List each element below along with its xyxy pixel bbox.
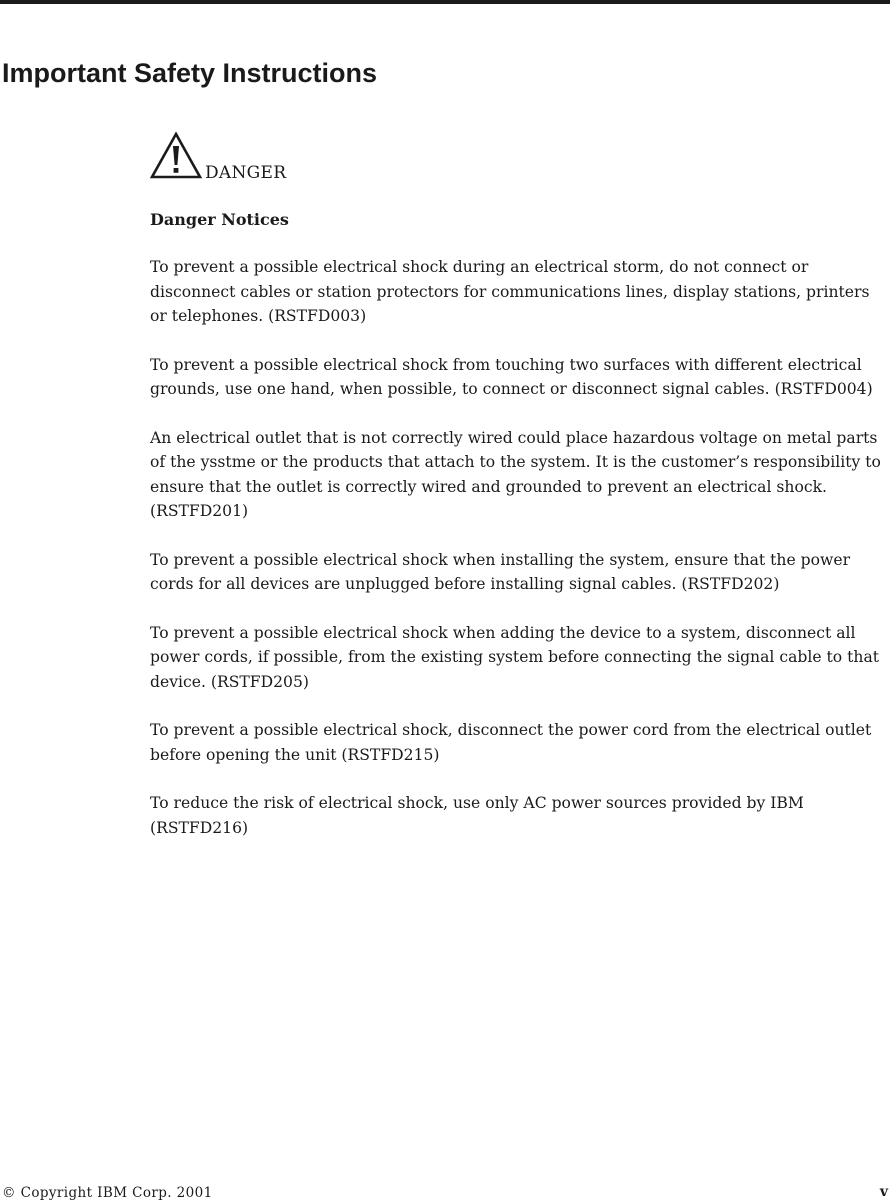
danger-notice: An electrical outlet that is not correctly wired could place hazardous voltage on metal parts of the ysstme or the products that attach to the system. It is the customer’s responsibility to ensure that the outlet is correctly wired and grounded to prevent an electrical shock. (RSTFD201): [150, 428, 881, 520]
page-title: Important Safety Instructions: [2, 58, 378, 88]
notices-heading: Danger Notices: [150, 210, 289, 229]
danger-notice: To prevent a possible electrical shock when adding the device to a system, disconnect all power cords, if possible, from the existing system before connecting the signal cable to that device. (RSTFD205): [150, 623, 880, 691]
danger-notice: To reduce the risk of electrical shock, use only AC power sources provided by IBM (RSTFD216): [150, 794, 804, 837]
danger-heading: [150, 130, 888, 183]
safety-content: [150, 130, 888, 840]
danger-notice: To prevent a possible electrical shock, disconnect the power cord from the electrical outlet before opening the unit (RSTFD215): [150, 721, 872, 764]
copyright-notice: © Copyright IBM Corp. 2001: [2, 1185, 213, 1201]
danger-label: DANGER: [205, 163, 287, 183]
top-rule: [0, 0, 890, 4]
danger-notice: To prevent a possible electrical shock from touching two surfaces with different electrical grounds, use one hand, when possible, to connect or disconnect signal cables. (RSTFD004): [150, 355, 873, 398]
danger-notice: To prevent a possible electrical shock during an electrical storm, do not connect or disconnect cables or station protectors for communications lines, display stations, printers or telephones. (RSTFD003): [150, 258, 870, 325]
page-number: v: [879, 1184, 888, 1200]
warning-triangle-icon: [150, 131, 202, 183]
danger-notice: To prevent a possible electrical shock when installing the system, ensure that the power cords for all devices are unplugged before installing signal cables. (RSTFD202): [150, 550, 851, 593]
